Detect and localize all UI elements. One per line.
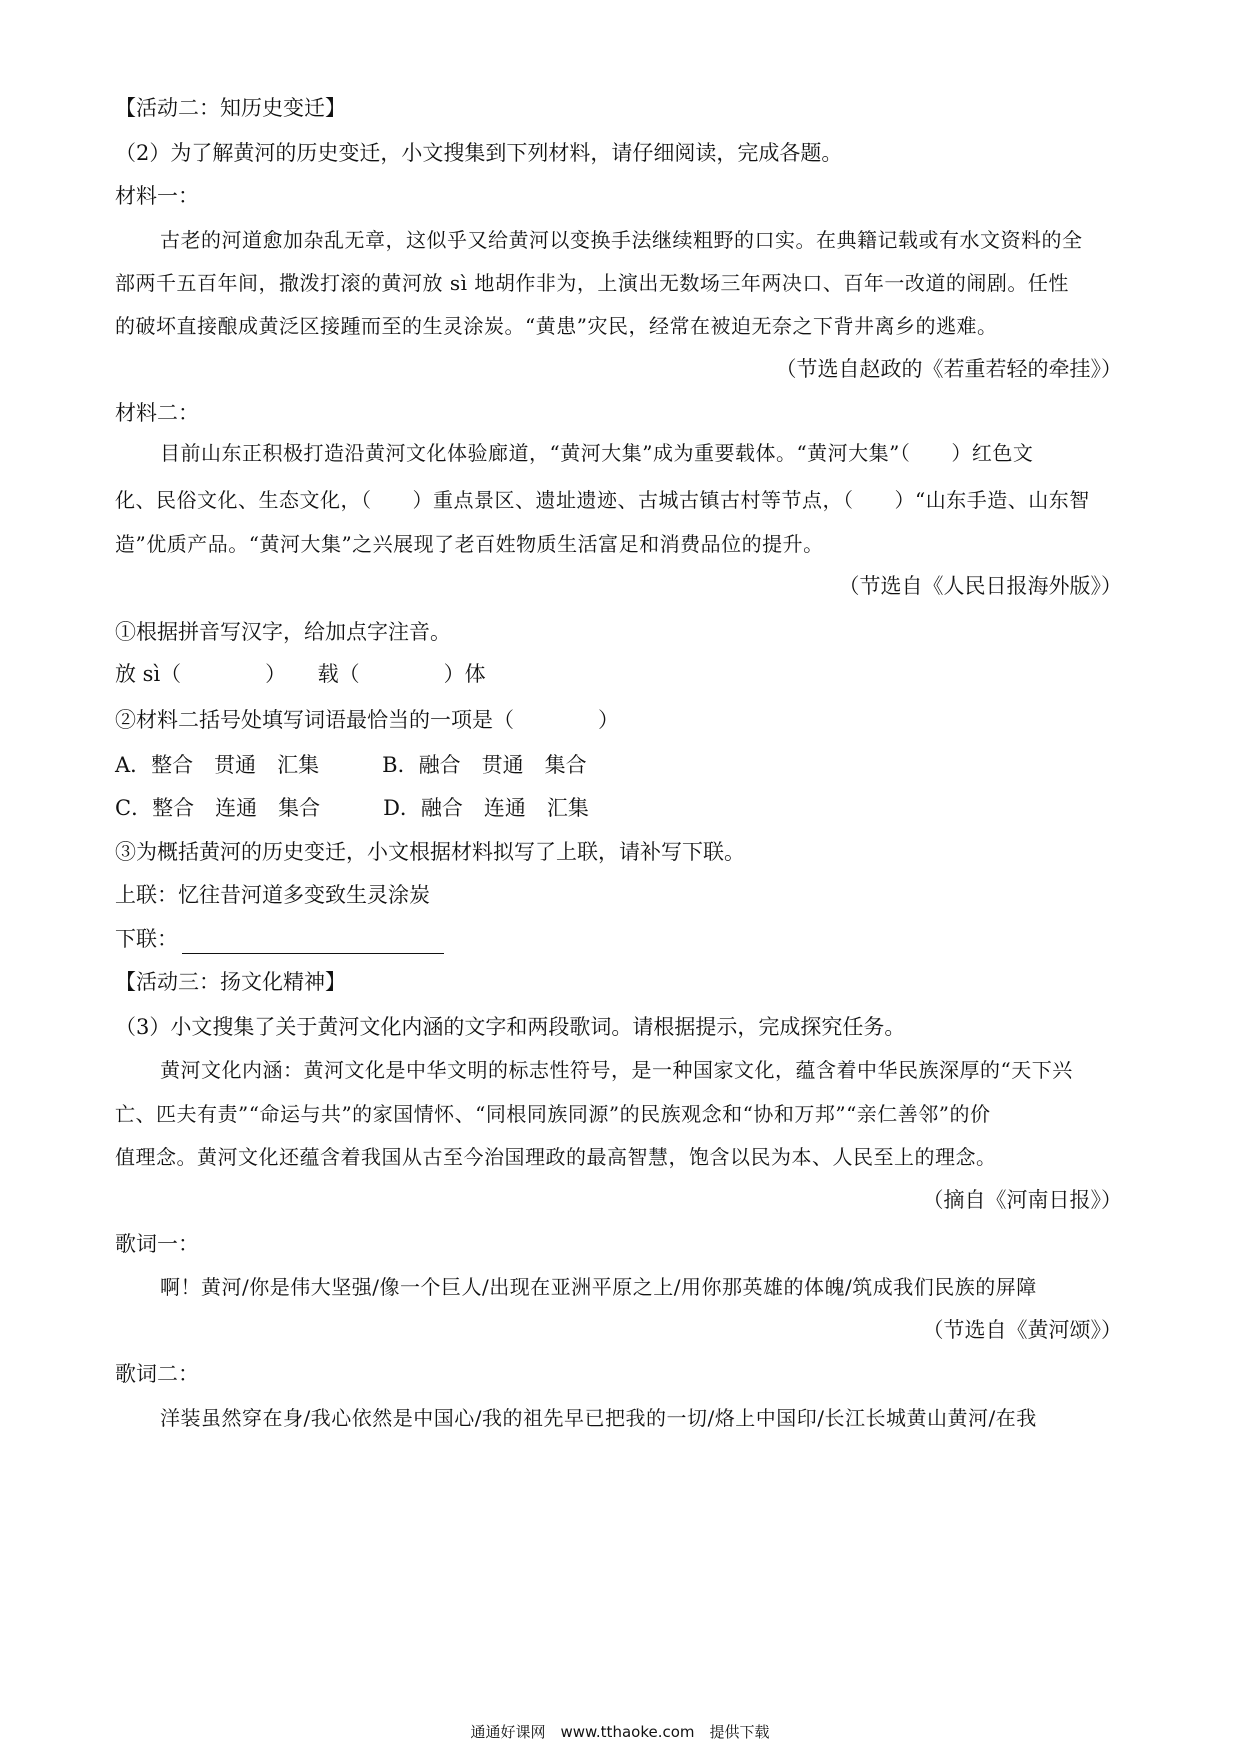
lyrics-one-line: 啊！黄河/你是伟大坚强/像一个巨人/出现在亚洲平原之上/用你那英雄的体魄/筑成我们民族的屏障 xyxy=(160,1275,1037,1299)
lower-couplet-label: 下联： xyxy=(115,927,178,951)
lyrics-two-label: 歌词二： xyxy=(115,1362,199,1386)
material-two-line: 化、民俗文化、生态文化，（ ）重点景区、遗址遗迹、古城古镇古村等节点，（ ）“山东手造、山东智 xyxy=(115,488,1090,512)
material-one-line: 古老的河道愈加杂乱无章，这似乎又给黄河以变换手法继续粗野的口实。在典籍记载或有水文资料的全 xyxy=(160,228,1083,252)
options-a-b: A．整合 贯通 汇集 B．融合 贯通 集合 xyxy=(115,753,587,777)
material-two-line: 目前山东正积极打造沿黄河文化体验廊道，“黄河大集”成为重要载体。“黄河大集”（ ）红色文 xyxy=(160,441,1034,465)
culture-line: 黄河文化内涵：黄河文化是中华文明的标志性符号，是一种国家文化，蕴含着中华民族深厚的“天下兴 xyxy=(160,1058,1073,1082)
culture-source: （摘自《河南日报》） xyxy=(922,1188,1122,1212)
lower-couplet xyxy=(115,924,1130,954)
material-two-source: （节选自《人民日报海外版》） xyxy=(838,574,1122,598)
page-footer: 通通好课网 www.tthaoke.com 提供下载 xyxy=(470,1723,770,1741)
activity-three-heading: 【活动三：扬文化精神】 xyxy=(115,970,346,994)
culture-line: 亡、匹夫有责”“命运与共”的家国情怀、“同根同族同源”的民族观念和“协和万邦”“亲仁善邻”的价 xyxy=(115,1102,991,1126)
upper-couplet: 上联：忆往昔河道多变致生灵涂炭 xyxy=(115,883,430,907)
lyrics-one-label: 歌词一： xyxy=(115,1232,199,1256)
material-one-line: 的破坏直接酿成黄泛区接踵而至的生灵涂炭。“黄患”灾民，经常在被迫无奈之下背井离乡的逃难。 xyxy=(115,314,998,338)
material-two-label: 材料二： xyxy=(115,401,199,425)
sub-question-three-prompt: ③为概括黄河的历史变迁，小文根据材料拟写了上联，请补写下联。 xyxy=(115,840,745,864)
lyrics-two-line: 洋装虽然穿在身/我心依然是中国心/我的祖先早已把我的一切/烙上中国印/长江长城黄山黄河/在我 xyxy=(160,1406,1037,1430)
material-two-line: 造”优质产品。“黄河大集”之兴展现了老百姓物质生活富足和消费品位的提升。 xyxy=(115,532,824,556)
sub-question-one-prompt: ①根据拼音写汉字，给加点字注音。 xyxy=(115,620,451,644)
lyrics-one-source: （节选自《黄河颂》） xyxy=(922,1318,1122,1342)
answer-blank-line xyxy=(182,931,444,954)
question-two-prompt: （2）为了解黄河的历史变迁，小文搜集到下列材料，请仔细阅读，完成各题。 xyxy=(115,141,843,165)
material-one-source: （节选自赵政的《若重若轻的牵挂》） xyxy=(775,357,1122,381)
activity-two-heading: 【活动二：知历史变迁】 xyxy=(115,96,346,120)
material-one-label: 材料一： xyxy=(115,184,199,208)
sub-question-one-blanks: 放 sì（ ） 载（ ）体 xyxy=(115,662,486,686)
options-c-d: C．整合 连通 集合 D．融合 连通 汇集 xyxy=(115,796,589,820)
culture-line: 值理念。黄河文化还蕴含着我国从古至今治国理政的最高智慧，饱含以民为本、人民至上的理念。 xyxy=(115,1145,997,1169)
sub-question-two-prompt: ②材料二括号处填写词语最恰当的一项是（ ） xyxy=(115,708,619,732)
question-three-prompt: （3）小文搜集了关于黄河文化内涵的文字和两段歌词。请根据提示，完成探究任务。 xyxy=(115,1015,906,1039)
material-one-line: 部两千五百年间，撒泼打滚的黄河放 sì 地胡作非为，上演出无数场三年两决口、百年一改道的闹剧。任性 xyxy=(115,271,1069,295)
